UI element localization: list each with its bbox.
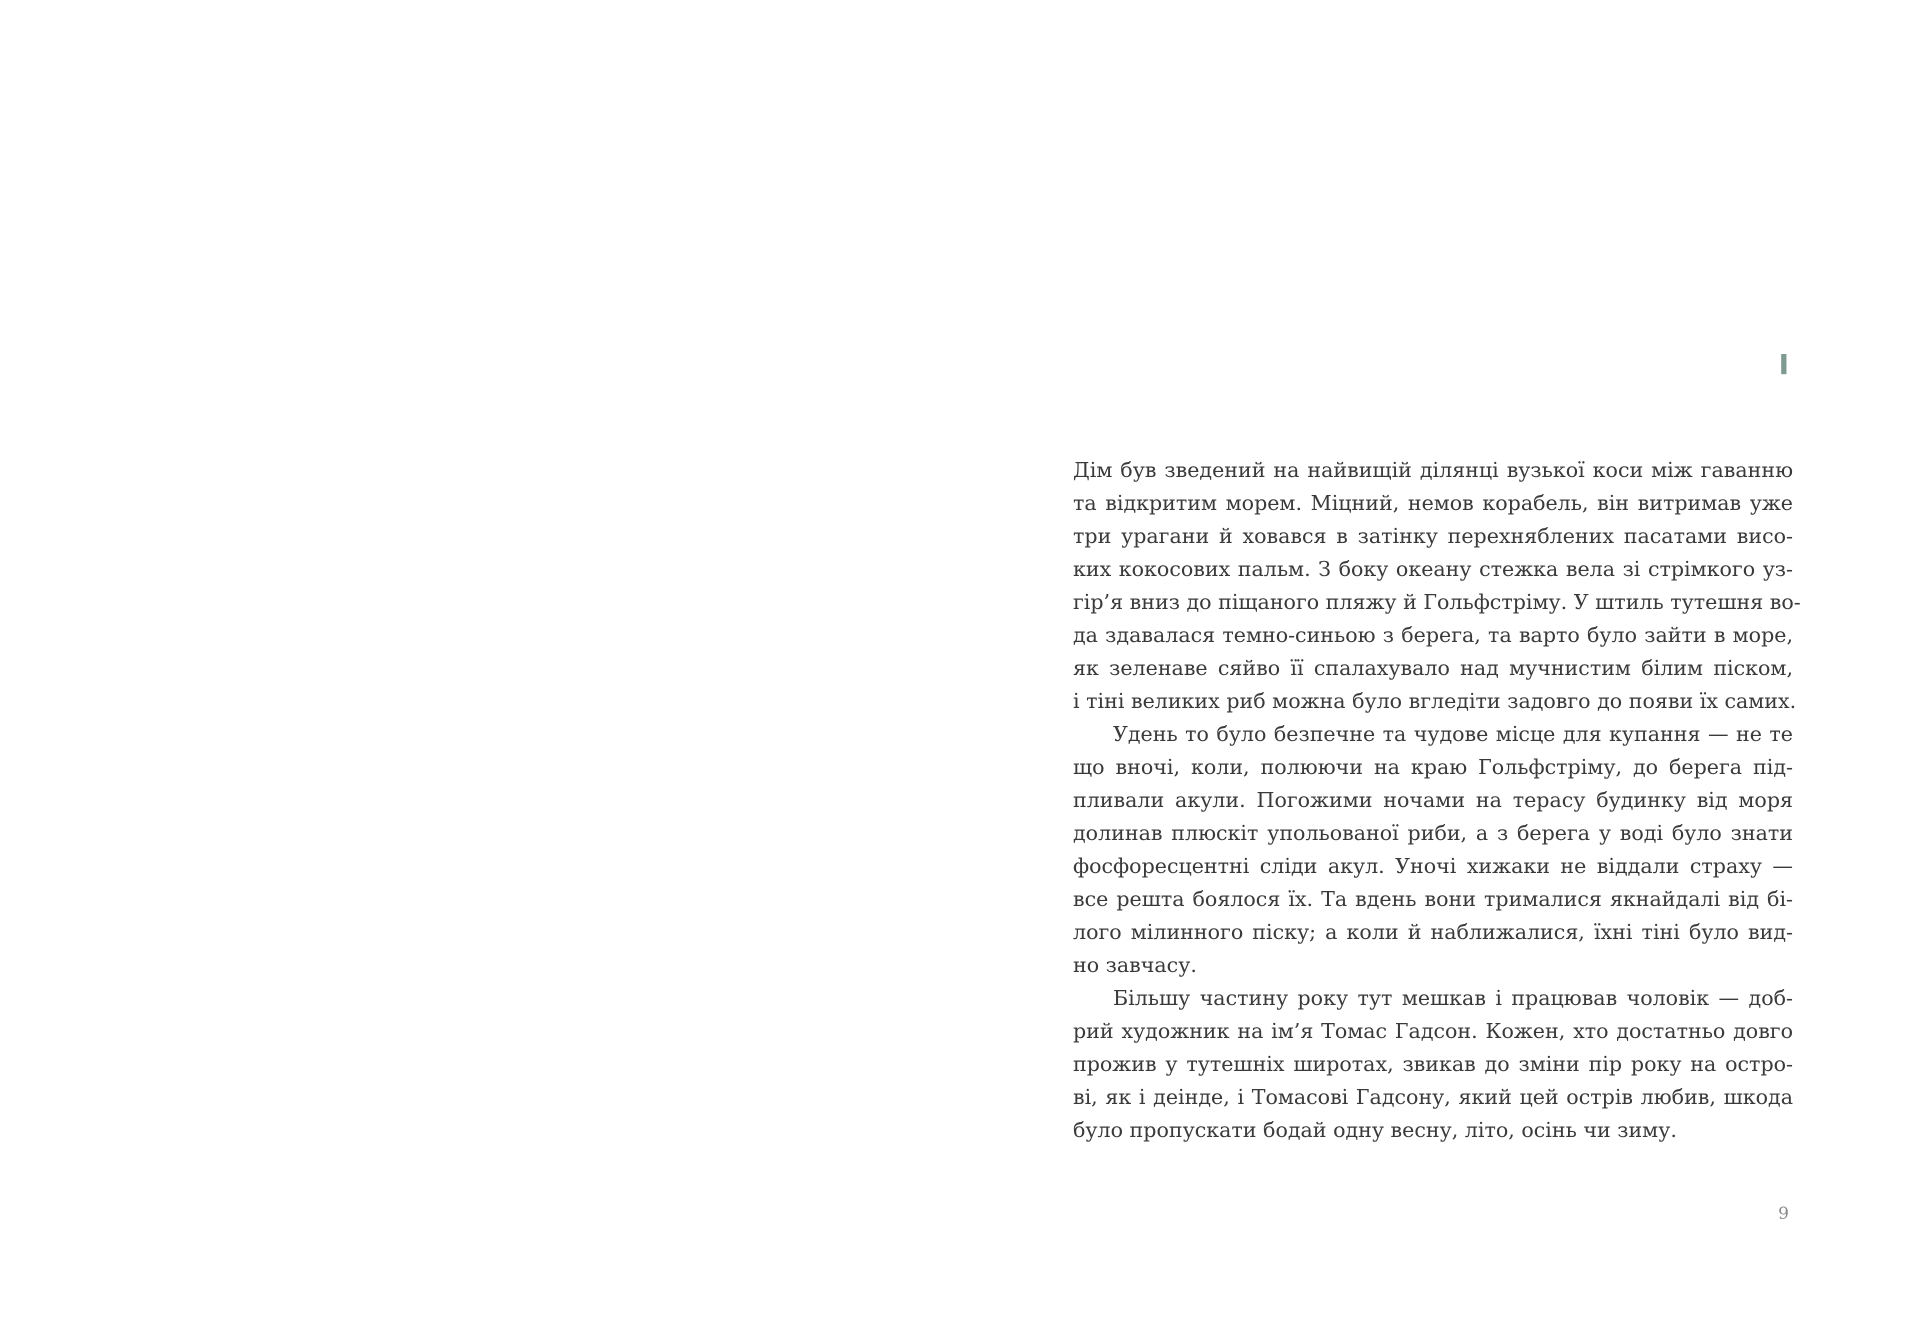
text-line: що вночі, коли, полюючи на краю Гольфстріму, до берега під-	[1073, 755, 1793, 779]
text-line: та відкритим морем. Міцний, немов корабель, він витримав уже	[1073, 491, 1793, 515]
right-page	[960, 0, 1920, 1325]
text-line: лого мілинного піску; а коли й наближалися, їхні тіні було вид-	[1073, 920, 1793, 944]
paragraph-1	[1073, 454, 1801, 718]
text-line: ких кокосових пальм. З боку океану стежка вела зі стрімкого уз-	[1073, 557, 1793, 581]
text-line: фосфоресцентні сліди акул. Уночі хижаки не віддали страху —	[1073, 854, 1793, 878]
text-line: було пропускати бодай одну весну, літо, осінь чи зиму.	[1073, 1118, 1677, 1142]
text-line: і тіні великих риб можна було вгледіти задовго до появи їх самих.	[1073, 689, 1797, 713]
chapter-number: I	[1778, 348, 1789, 381]
page-number: 9	[1778, 1204, 1789, 1224]
text-line: но завчасу.	[1073, 953, 1197, 977]
text-line: Більшу частину року тут мешкав і працював чоловік — доб-	[1113, 986, 1793, 1010]
text-line: да здавалася темно-синьою з берега, та варто було зайти в море,	[1073, 623, 1793, 647]
text-line: прожив у тутешніх широтах, звикав до зміни пір року на остро-	[1073, 1052, 1793, 1076]
text-line: Дім був зведений на найвищій ділянці вузької коси між гаванню	[1073, 458, 1793, 482]
text-line: Удень то було безпечне та чудове місце для купання — не те	[1113, 722, 1793, 746]
text-line: як зеленаве сяйво її спалахувало над мучнистим білим піском,	[1073, 656, 1793, 680]
text-line: три урагани й ховався в затінку перехняблених пасатами висо-	[1073, 524, 1793, 548]
paragraph-3	[1073, 982, 1793, 1147]
text-line: ві, як і деінде, і Томасові Гадсону, який цей острів любив, шкода	[1073, 1085, 1793, 1109]
body-text	[1073, 454, 1801, 1147]
text-line: долинав плюскіт упольованої риби, а з берега у воді було знати	[1073, 821, 1793, 845]
text-line: рий художник на ім’я Томас Гадсон. Кожен, хто достатньо довго	[1073, 1019, 1793, 1043]
text-line: все решта боялося їх. Та вдень вони трималися якнайдалі від бі-	[1073, 887, 1793, 911]
paragraph-2	[1073, 718, 1793, 982]
text-line: пливали акули. Погожими ночами на терасу будинку від моря	[1073, 788, 1793, 812]
text-line: гір’я вниз до піщаного пляжу й Гольфстріму. У штиль тутешня во-	[1073, 590, 1801, 614]
